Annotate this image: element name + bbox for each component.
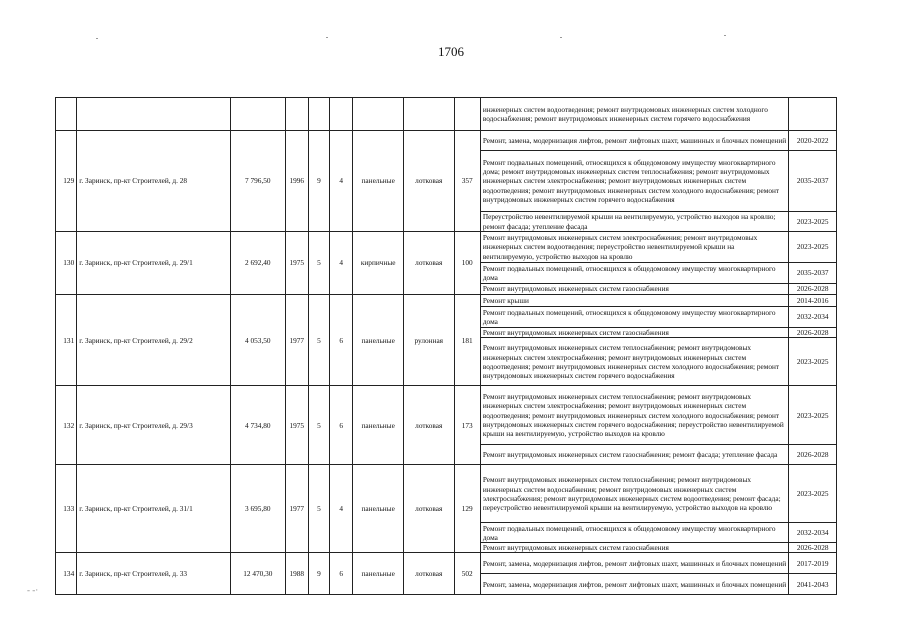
work-description: Ремонт внутридомовых инженерных систем теплоснабжения; ремонт внутридомовых инженерных систем водоснабжения; ремонт внутридомовых инженерных систем электроснабжения; ремонт внутридомовых инженерных систем водоотведения; ремонт фасада; переустройство невентилируемой крыши на вентилируемую, устройство выходов на кровлю <box>480 465 789 523</box>
work-description: Ремонт внутридомовых инженерных систем газоснабжения <box>480 284 789 295</box>
wall-material: панельные <box>353 295 404 386</box>
period-cell <box>789 98 837 131</box>
repair-period: 2023-2025 <box>789 386 837 445</box>
repair-period: 2014-2016 <box>789 295 837 307</box>
empty-cell <box>403 98 454 131</box>
entrance-count: 6 <box>330 553 353 595</box>
building-address: г. Заринск, пр-кт Строителей, д. 29/2 <box>77 295 231 386</box>
repair-period: 2026-2028 <box>789 543 837 553</box>
work-description: Ремонт подвальных помещений, относящихся к общедомовому имуществу многоквартирного дома <box>480 263 789 284</box>
total-area: 12 470,30 <box>231 553 286 595</box>
building-address: г. Заринск, пр-кт Строителей, д. 31/1 <box>77 465 231 553</box>
row-number: 130 <box>56 232 77 295</box>
table-row <box>56 131 837 151</box>
work-description: Ремонт внутридомовых инженерных систем газоснабжения <box>480 543 789 553</box>
work-cell: инженерных систем водоотведения; ремонт внутридомовых инженерных систем холодного водоснабжения; ремонт внутридомовых инженерных систем горячего водоснабжения <box>480 98 789 131</box>
work-description: Ремонт подвальных помещений, относящихся к общедомовому имуществу многоквартирного дома <box>480 523 789 543</box>
resident-count: 502 <box>454 553 480 595</box>
entrance-count: 4 <box>330 232 353 295</box>
table-row <box>56 232 837 263</box>
work-description: Ремонт подвальных помещений, относящихся к общедомовому имуществу многоквартирного дома <box>480 307 789 328</box>
empty-cell <box>454 98 480 131</box>
floor-count: 9 <box>308 131 329 232</box>
empty-cell <box>231 98 286 131</box>
build-year: 1977 <box>285 465 308 553</box>
table-row <box>56 553 837 574</box>
work-description: Ремонт внутридомовых инженерных систем электроснабжения; ремонт внутридомовых инженерных систем водоотведения; переустройство невентилируемой крыши на вентилируемую, устройство выходов на кровлю <box>480 232 789 263</box>
row-number: 133 <box>56 465 77 553</box>
wall-material: панельные <box>353 465 404 553</box>
repair-period: 2035-2037 <box>789 151 837 212</box>
scan-speck <box>560 37 562 38</box>
work-description: Ремонт, замена, модернизация лифтов, ремонт лифтовых шахт, машинных и блочных помещений <box>480 574 789 595</box>
building-address: г. Заринск, пр-кт Строителей, д. 28 <box>77 131 231 232</box>
resident-count: 129 <box>454 465 480 553</box>
work-description: Ремонт, замена, модернизация лифтов, ремонт лифтовых шахт, машинных и блочных помещений <box>480 131 789 151</box>
wall-material: панельные <box>353 131 404 232</box>
entrance-count: 4 <box>330 465 353 553</box>
repair-period: 2032-2034 <box>789 307 837 328</box>
total-area: 4 734,80 <box>231 386 286 465</box>
build-year: 1977 <box>285 295 308 386</box>
floor-count: 5 <box>308 386 329 465</box>
table-body <box>56 98 837 595</box>
total-area: 7 796,50 <box>231 131 286 232</box>
wall-material: кирпичные <box>353 232 404 295</box>
scan-speck <box>96 38 98 39</box>
row-number: 134 <box>56 553 77 595</box>
repair-period: 2023-2025 <box>789 338 837 386</box>
repair-period: 2023-2025 <box>789 212 837 232</box>
table-row <box>56 465 837 523</box>
row-number: 131 <box>56 295 77 386</box>
empty-cell <box>353 98 404 131</box>
build-year: 1988 <box>285 553 308 595</box>
resident-count: 173 <box>454 386 480 465</box>
empty-cell <box>285 98 308 131</box>
entrance-count: 6 <box>330 295 353 386</box>
scan-speck <box>326 37 328 38</box>
roof-type: лотковая <box>403 553 454 595</box>
entrance-count: 4 <box>330 131 353 232</box>
floor-count: 9 <box>308 553 329 595</box>
entrance-count: 6 <box>330 386 353 465</box>
work-description: Ремонт внутридомовых инженерных систем газоснабжения; ремонт фасада; утепление фасада <box>480 445 789 465</box>
work-description: Ремонт внутридомовых инженерных систем газоснабжения <box>480 328 789 338</box>
work-description: Ремонт подвальных помещений, относящихся к общедомовому имуществу многоквартирного дома; ремонт внутридомовых инженерных систем теплоснабжения; ремонт внутридомовых инженерных систем электроснабжения; ремонт внутридомовых инженерных систем водоотведения; ремонт внутридомовых инженерных систем холодного водоснабжения; ремонт внутридомовых инженерных систем горячего водоснабжения <box>480 151 789 212</box>
repair-period: 2035-2037 <box>789 263 837 284</box>
repair-period: 2020-2022 <box>789 131 837 151</box>
margin-mark: - -· <box>27 585 39 595</box>
resident-count: 100 <box>454 232 480 295</box>
table-row <box>56 386 837 445</box>
table-row <box>56 295 837 307</box>
building-address: г. Заринск, пр-кт Строителей, д. 29/3 <box>77 386 231 465</box>
build-year: 1996 <box>285 131 308 232</box>
empty-cell <box>56 98 77 131</box>
work-description: Ремонт внутридомовых инженерных систем теплоснабжения; ремонт внутридомовых инженерных систем электроснабжения; ремонт внутридомовых инженерных систем водоотведения; ремонт внутридомовых инженерных систем холодного водоснабжения; ремонт внутридомовых инженерных систем горячего водоснабжения; переустройство невентилируемой крыши на вентилируемую, устройство выходов на кровлю <box>480 386 789 445</box>
repair-period: 2041-2043 <box>789 574 837 595</box>
table-row <box>56 98 837 131</box>
page-number: 1706 <box>438 44 464 59</box>
roof-type: лотковая <box>403 386 454 465</box>
roof-type: рулонная <box>403 295 454 386</box>
row-number: 132 <box>56 386 77 465</box>
repair-period: 2023-2025 <box>789 232 837 263</box>
repair-period: 2032-2034 <box>789 523 837 543</box>
build-year: 1975 <box>285 232 308 295</box>
work-description: Ремонт, замена, модернизация лифтов, ремонт лифтовых шахт, машинных и блочных помещений <box>480 553 789 574</box>
work-description: Переустройство невентилируемой крыши на вентилируемую, устройство выходов на кровлю; ремонт фасада; утепление фасада <box>480 212 789 232</box>
work-description: Ремонт внутридомовых инженерных систем теплоснабжения; ремонт внутридомовых инженерных систем электроснабжения; ремонт внутридомовых инженерных систем водоотведения; ремонт внутридомовых инженерных систем холодного водоснабжения; ремонт внутридомовых инженерных систем горячего водоснабжения <box>480 338 789 386</box>
resident-count: 357 <box>454 131 480 232</box>
floor-count: 5 <box>308 465 329 553</box>
wall-material: панельные <box>353 553 404 595</box>
roof-type: лотковая <box>403 232 454 295</box>
repair-period: 2017-2019 <box>789 553 837 574</box>
repair-period: 2023-2025 <box>789 465 837 523</box>
total-area: 2 692,40 <box>231 232 286 295</box>
wall-material: панельные <box>353 386 404 465</box>
repair-period: 2026-2028 <box>789 284 837 295</box>
roof-type: лотковая <box>403 131 454 232</box>
floor-count: 5 <box>308 295 329 386</box>
row-number: 129 <box>56 131 77 232</box>
resident-count: 181 <box>454 295 480 386</box>
empty-cell <box>77 98 231 131</box>
building-address: г. Заринск, пр-кт Строителей, д. 29/1 <box>77 232 231 295</box>
total-area: 3 695,80 <box>231 465 286 553</box>
total-area: 4 053,50 <box>231 295 286 386</box>
repair-period: 2026-2028 <box>789 328 837 338</box>
roof-type: лотковая <box>403 465 454 553</box>
empty-cell <box>330 98 353 131</box>
scan-speck <box>724 35 726 36</box>
empty-cell <box>308 98 329 131</box>
floor-count: 5 <box>308 232 329 295</box>
building-address: г. Заринск, пр-кт Строителей, д. 33 <box>77 553 231 595</box>
build-year: 1975 <box>285 386 308 465</box>
capital-repair-table <box>55 97 837 595</box>
repair-period: 2026-2028 <box>789 445 837 465</box>
work-description: Ремонт крыши <box>480 295 789 307</box>
